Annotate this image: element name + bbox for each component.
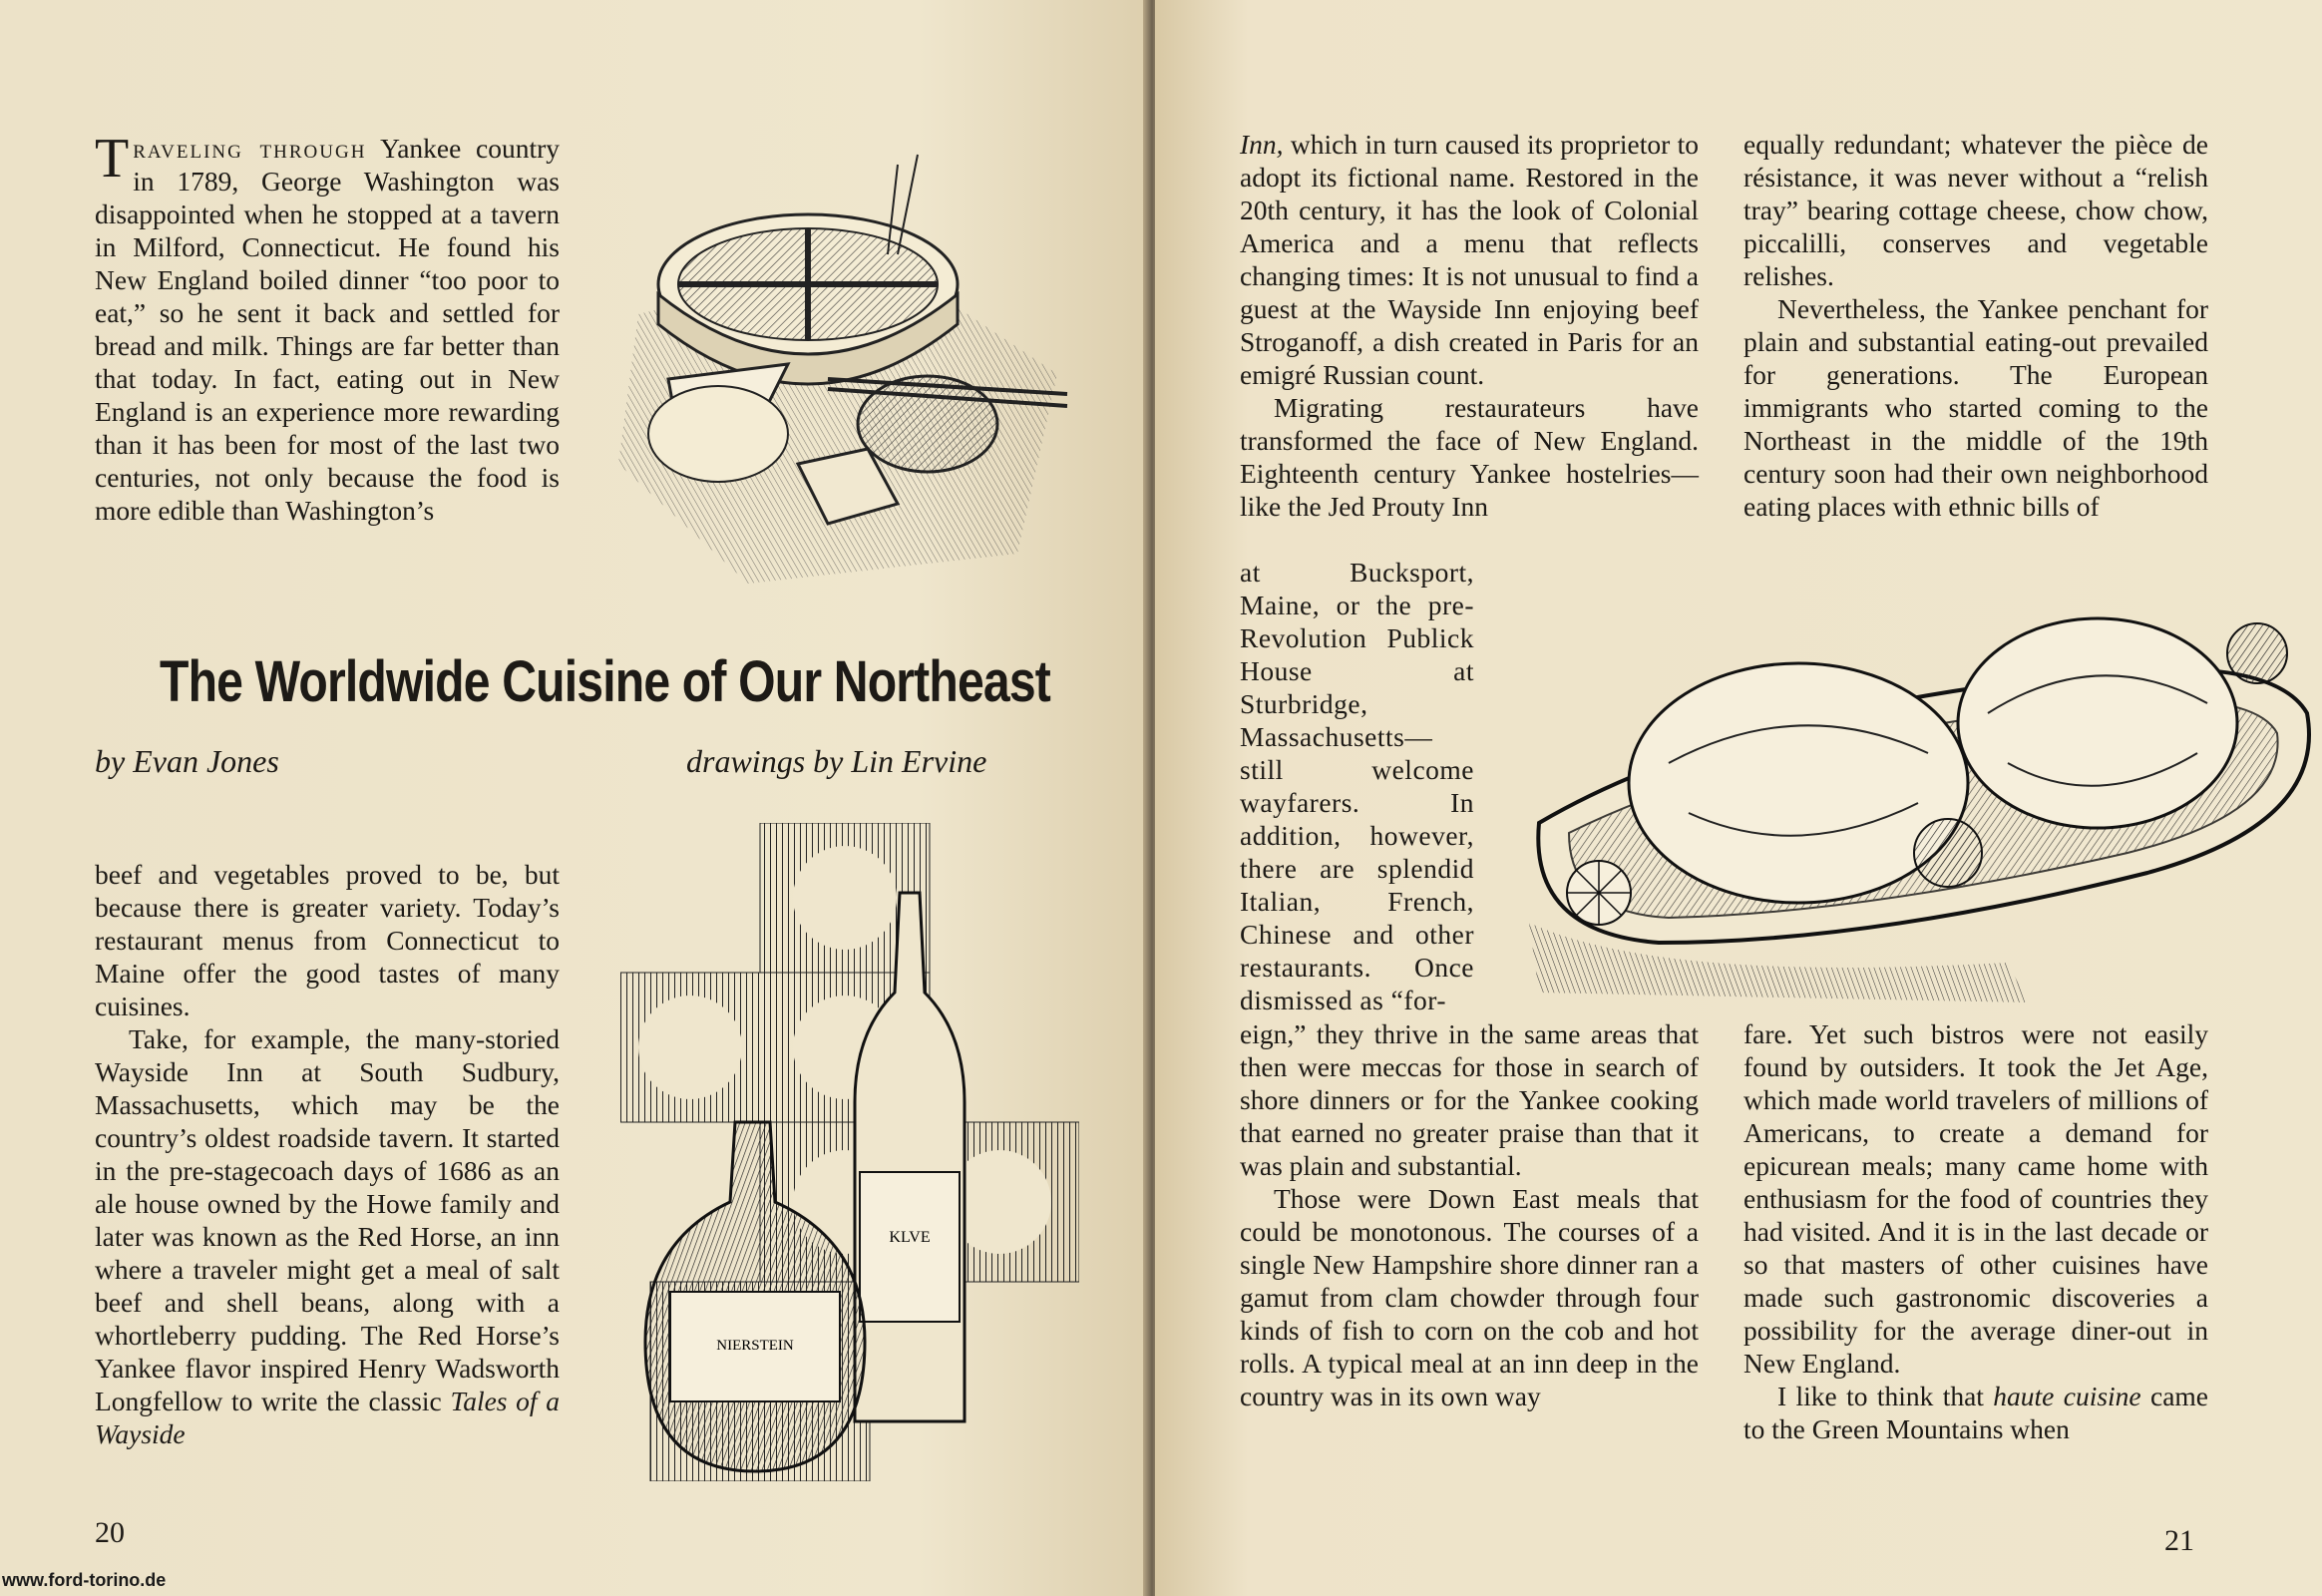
paragraph-end: came to the Green Mountains when <box>1743 1381 2208 1444</box>
paragraph: Those were Down East meals that could be monotonous. The courses of a single New Hampshire shore dinner ran a gamut from clam chowder through four kinds of fish to corn on the cob and hot rolls. A typical meal at an inn deep in the country was in its own way <box>1240 1183 1699 1411</box>
left-col-top <box>95 128 560 527</box>
right-page <box>1155 0 2322 1596</box>
paragraph: at Bucksport, Maine, or the pre-Revolution Publick House at Sturbridge, Massachusetts—still welcome wayfarers. In addition, however, there are splendid Italian, French, Chinese and other restaurants. Once dismissed as “for- <box>1240 557 1474 1015</box>
italic-word: Inn, <box>1240 129 1284 160</box>
illustrator-credit: drawings by Lin Ervine <box>686 743 987 779</box>
intro-text: Yankee country in 1789, George Washington was disappointed when he stopped at a tavern in Milford, Connecticut. He found his New England boiled dinner “too poor to eat,” so he sent it back and settled for bread and milk. Things are far better than that today. In fact, eating out in New England is an experience more rewarding than it has been for most of the last two centuries, not only because the food is more edible than Washington’s <box>95 133 560 526</box>
drop-cap: T <box>95 128 130 190</box>
paragraph: Migrating restaurateurs have transformed the face of New England. Eighteenth century Yankee hostelries—like the Jed Prouty Inn <box>1240 392 1699 522</box>
page-number-right: 21 <box>2164 1524 2194 1557</box>
left-page <box>0 0 1147 1596</box>
right-col1-bottom <box>1240 1017 1699 1412</box>
author-byline: by Evan Jones <box>95 743 279 779</box>
paragraph: beef and vegetables proved to be, but because there is greater variety. Today’s restaurant menus from Connecticut to Maine offer the good tastes of many cuisines. <box>95 859 560 1021</box>
wine-label-b: NIERSTEIN <box>716 1338 794 1354</box>
paragraph: equally redundant; whatever the pièce de résistance, it was never without a “relish tray” bearing cottage cheese, chow chow, piccalilli, conserves and vegetable relishes. <box>1743 129 2208 291</box>
wine-bottles-illustration <box>620 823 1079 1481</box>
paragraph: which in turn caused its proprietor to adopt its fictional name. Restored in the 20th century, it has the look of Colonial America and a menu that reflects changing times: It is not unusual to find a guest at the Wayside Inn enjoying beef Stroganoff, a dish created in Paris for an emigré Russian count. <box>1240 129 1699 390</box>
right-col2-top <box>1743 128 2208 523</box>
lead-in: raveling through <box>133 133 367 164</box>
paragraph: Take, for example, the many-storied Wayside Inn at South Sudbury, Massachusetts, which may be the country’s oldest roadside tavern. It started in the pre-stagecoach days of 1686 as an ale house owned by the Howe family and later was known as the Red Horse, an inn where a traveler might get a meal of salt beef and shell beans, along with a whortleberry pudding. The Red Horse’s Yankee flavor inspired Henry Wadsworth Longfellow to write the classic <box>95 1023 560 1416</box>
paragraph: fare. Yet such bistros were not easily found by outsiders. It took the Jet Age, which made world travelers of millions of Americans, to create a demand for epicurean meals; many came home with enthusiasm for the food of countries they had visited. And it is in the last decade or so that masters of other cuisines have made such gastronomic discoveries a possibility for the average diner-out in New England. <box>1743 1018 2208 1379</box>
asian-dish-illustration <box>598 135 1077 594</box>
right-col1-narrow <box>1240 556 1474 1016</box>
paragraph: eign,” they thrive in the same areas that then were meccas for those in search of shore dinners or for the Yankee cooking that earned no greater praise than that it was plain and substantial. <box>1240 1018 1699 1181</box>
left-col-bottom <box>95 858 560 1450</box>
right-col1-top <box>1240 128 1699 523</box>
wine-label-a: KLVE <box>889 1229 931 1246</box>
paragraph: I like to think that <box>1777 1381 1994 1411</box>
page-number-left: 20 <box>95 1516 125 1549</box>
italic-phrase: haute cuisine <box>1993 1381 2141 1411</box>
article-title: The Worldwide Cuisine of Our Northeast <box>160 649 1051 714</box>
italic-title: Tales of a Wayside <box>95 1386 560 1449</box>
paragraph: Nevertheless, the Yankee penchant for plain and substantial eating-out prevailed for generations. The European immigrants who started coming to the Northeast in the middle of the 19th century soon had their own neighborhood eating places with ethnic bills of <box>1743 293 2208 522</box>
website-credit: www.ford-torino.de <box>2 1570 167 1590</box>
roast-fowl-illustration <box>1509 564 2322 1002</box>
right-col2-bottom <box>1743 1017 2208 1445</box>
